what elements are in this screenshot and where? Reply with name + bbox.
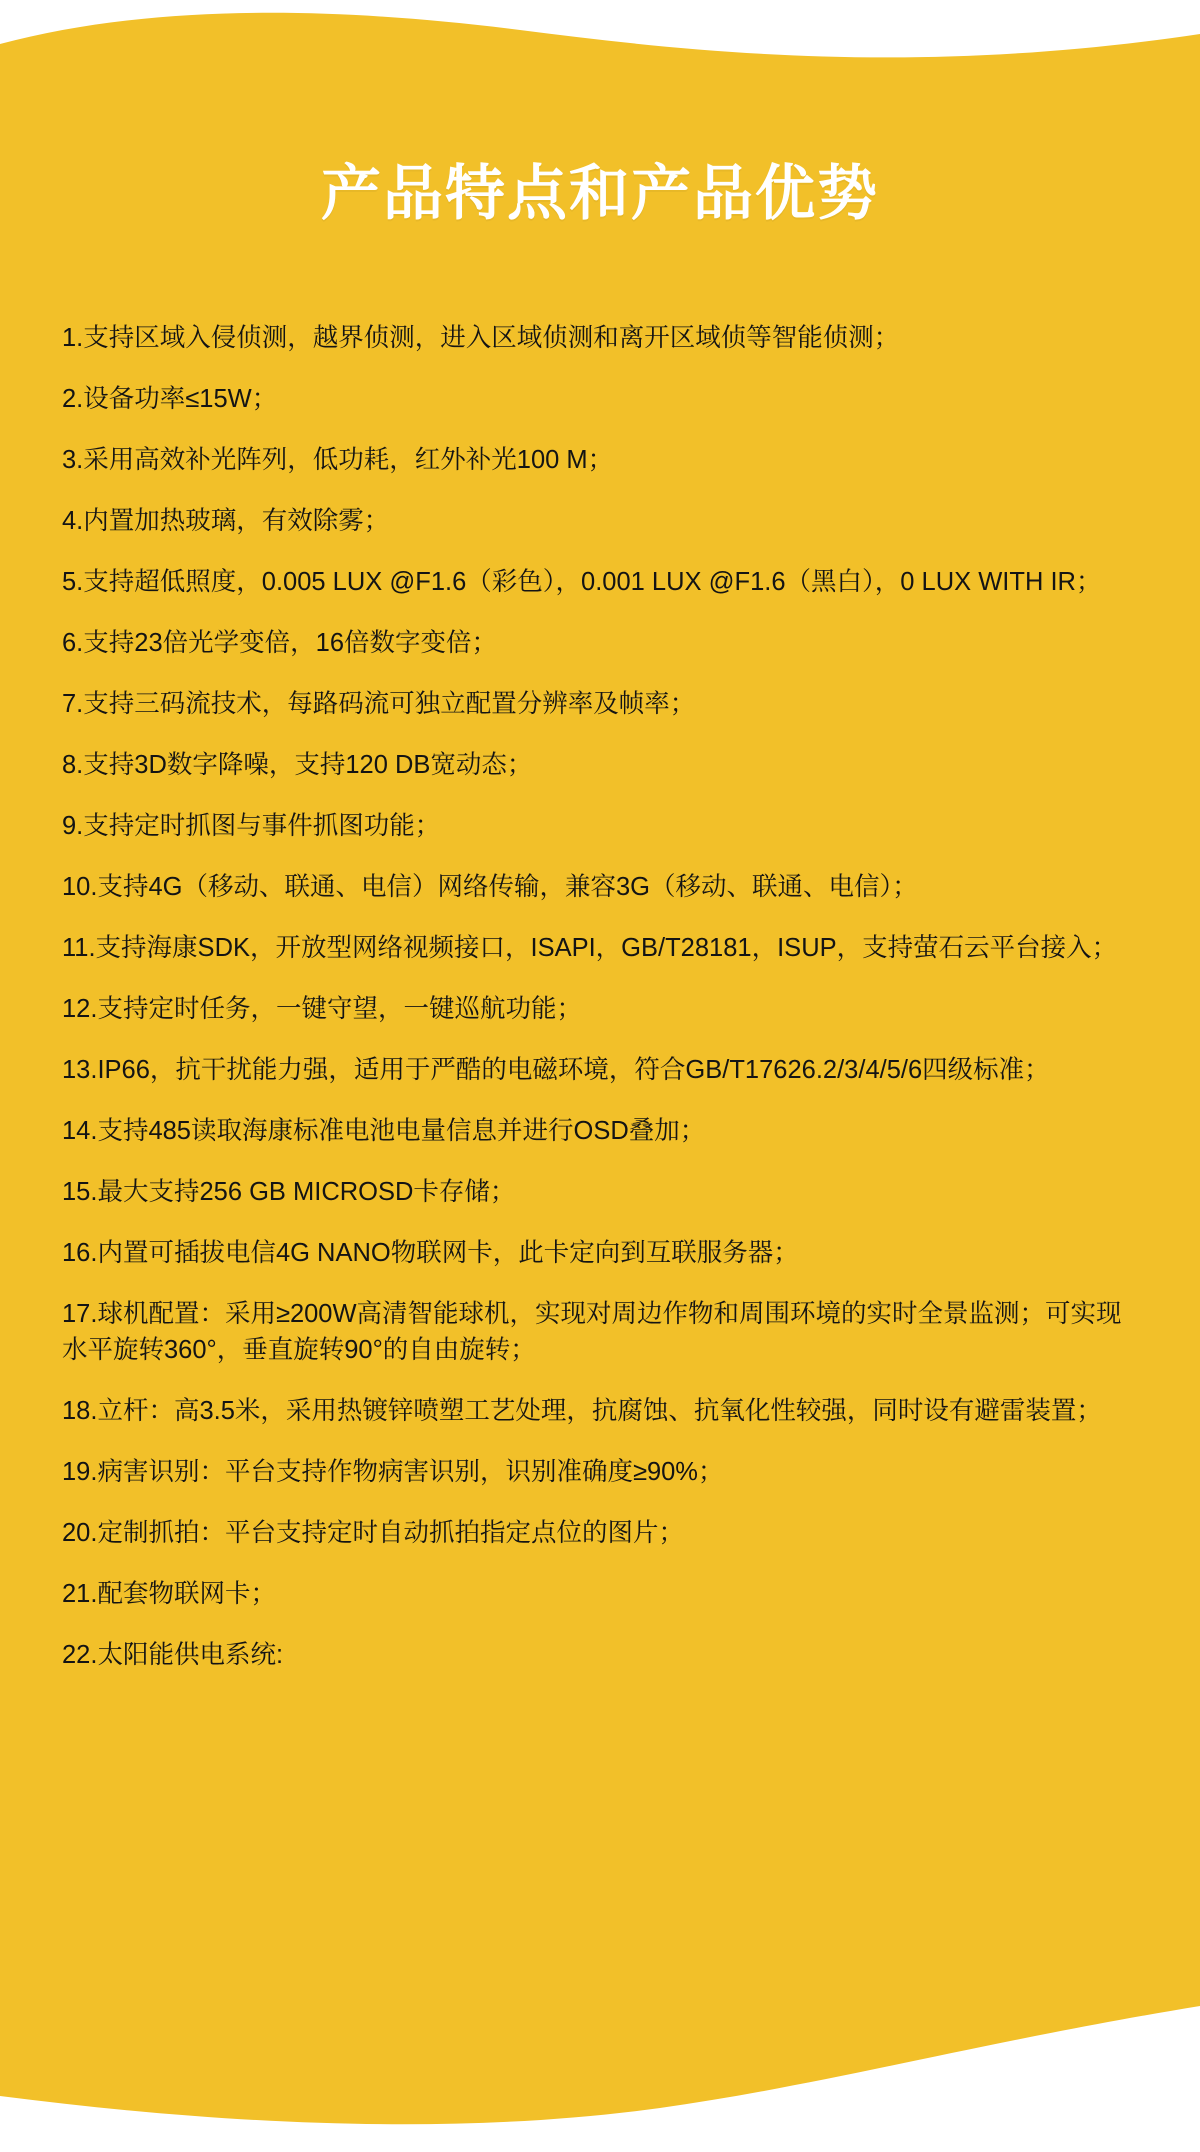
list-item: 9.支持定时抓图与事件抓图功能； xyxy=(62,812,441,840)
feature-list xyxy=(62,320,1138,1673)
list-item: 14.支持485读取海康标准电池电量信息并进行OSD叠加； xyxy=(62,1117,706,1145)
list-item: 13.IP66，抗干扰能力强，适用于严酷的电磁环境，符合GB/T17626.2/3/4/5/6四级标准； xyxy=(62,1056,1050,1084)
list-item: 8.支持3D数字降噪，支持120 DB宽动态； xyxy=(62,751,533,779)
list-item: 21.配套物联网卡； xyxy=(62,1580,276,1608)
list-item: 19.病害识别：平台支持作物病害识别，识别准确度≥90%； xyxy=(62,1458,724,1486)
list-item: 17.球机配置：采用≥200W高清智能球机，实现对周边作物和周围环境的实时全景监测；可实现水平旋转360°，垂直旋转90°的自由旋转； xyxy=(62,1300,1122,1364)
list-item: 1.支持区域入侵侦测，越界侦测，进入区域侦测和离开区域侦等智能侦测； xyxy=(62,324,900,352)
page-title: 产品特点和产品优势 xyxy=(321,160,879,227)
list-item: 2.设备功率≤15W； xyxy=(62,385,278,413)
list-item: 12.支持定时任务，一键守望，一键巡航功能； xyxy=(62,995,582,1023)
list-item: 11.支持海康SDK，开放型网络视频接口，ISAPI，GB/T28181，ISUP，支持萤石云平台接入； xyxy=(62,934,1118,962)
list-item: 16.内置可插拔电信4G NANO物联网卡，此卡定向到互联服务器； xyxy=(62,1239,799,1267)
list-item: 18.立杆：高3.5米，采用热镀锌喷塑工艺处理，抗腐蚀、抗氧化性较强，同时设有避雷装置； xyxy=(62,1397,1102,1425)
list-item: 10.支持4G（移动、联通、电信）网络传输，兼容3G（移动、联通、电信）； xyxy=(62,873,918,901)
list-item: 20.定制抓拍：平台支持定时自动抓拍指定点位的图片； xyxy=(62,1519,684,1547)
list-item: 15.最大支持256 GB MICROSD卡存储； xyxy=(62,1178,516,1206)
list-item: 5.支持超低照度，0.005 LUX @F1.6（彩色），0.001 LUX @F1.6（黑白），0 LUX WITH IR； xyxy=(62,568,1102,596)
list-item: 22.太阳能供电系统: xyxy=(62,1641,284,1669)
list-item: 6.支持23倍光学变倍，16倍数字变倍； xyxy=(62,629,497,657)
list-item: 4.内置加热玻璃，有效除雾； xyxy=(62,507,390,535)
list-item: 3.采用高效补光阵列，低功耗，红外补光100 M； xyxy=(62,446,614,474)
list-item: 7.支持三码流技术，每路码流可独立配置分辨率及帧率； xyxy=(62,690,696,718)
